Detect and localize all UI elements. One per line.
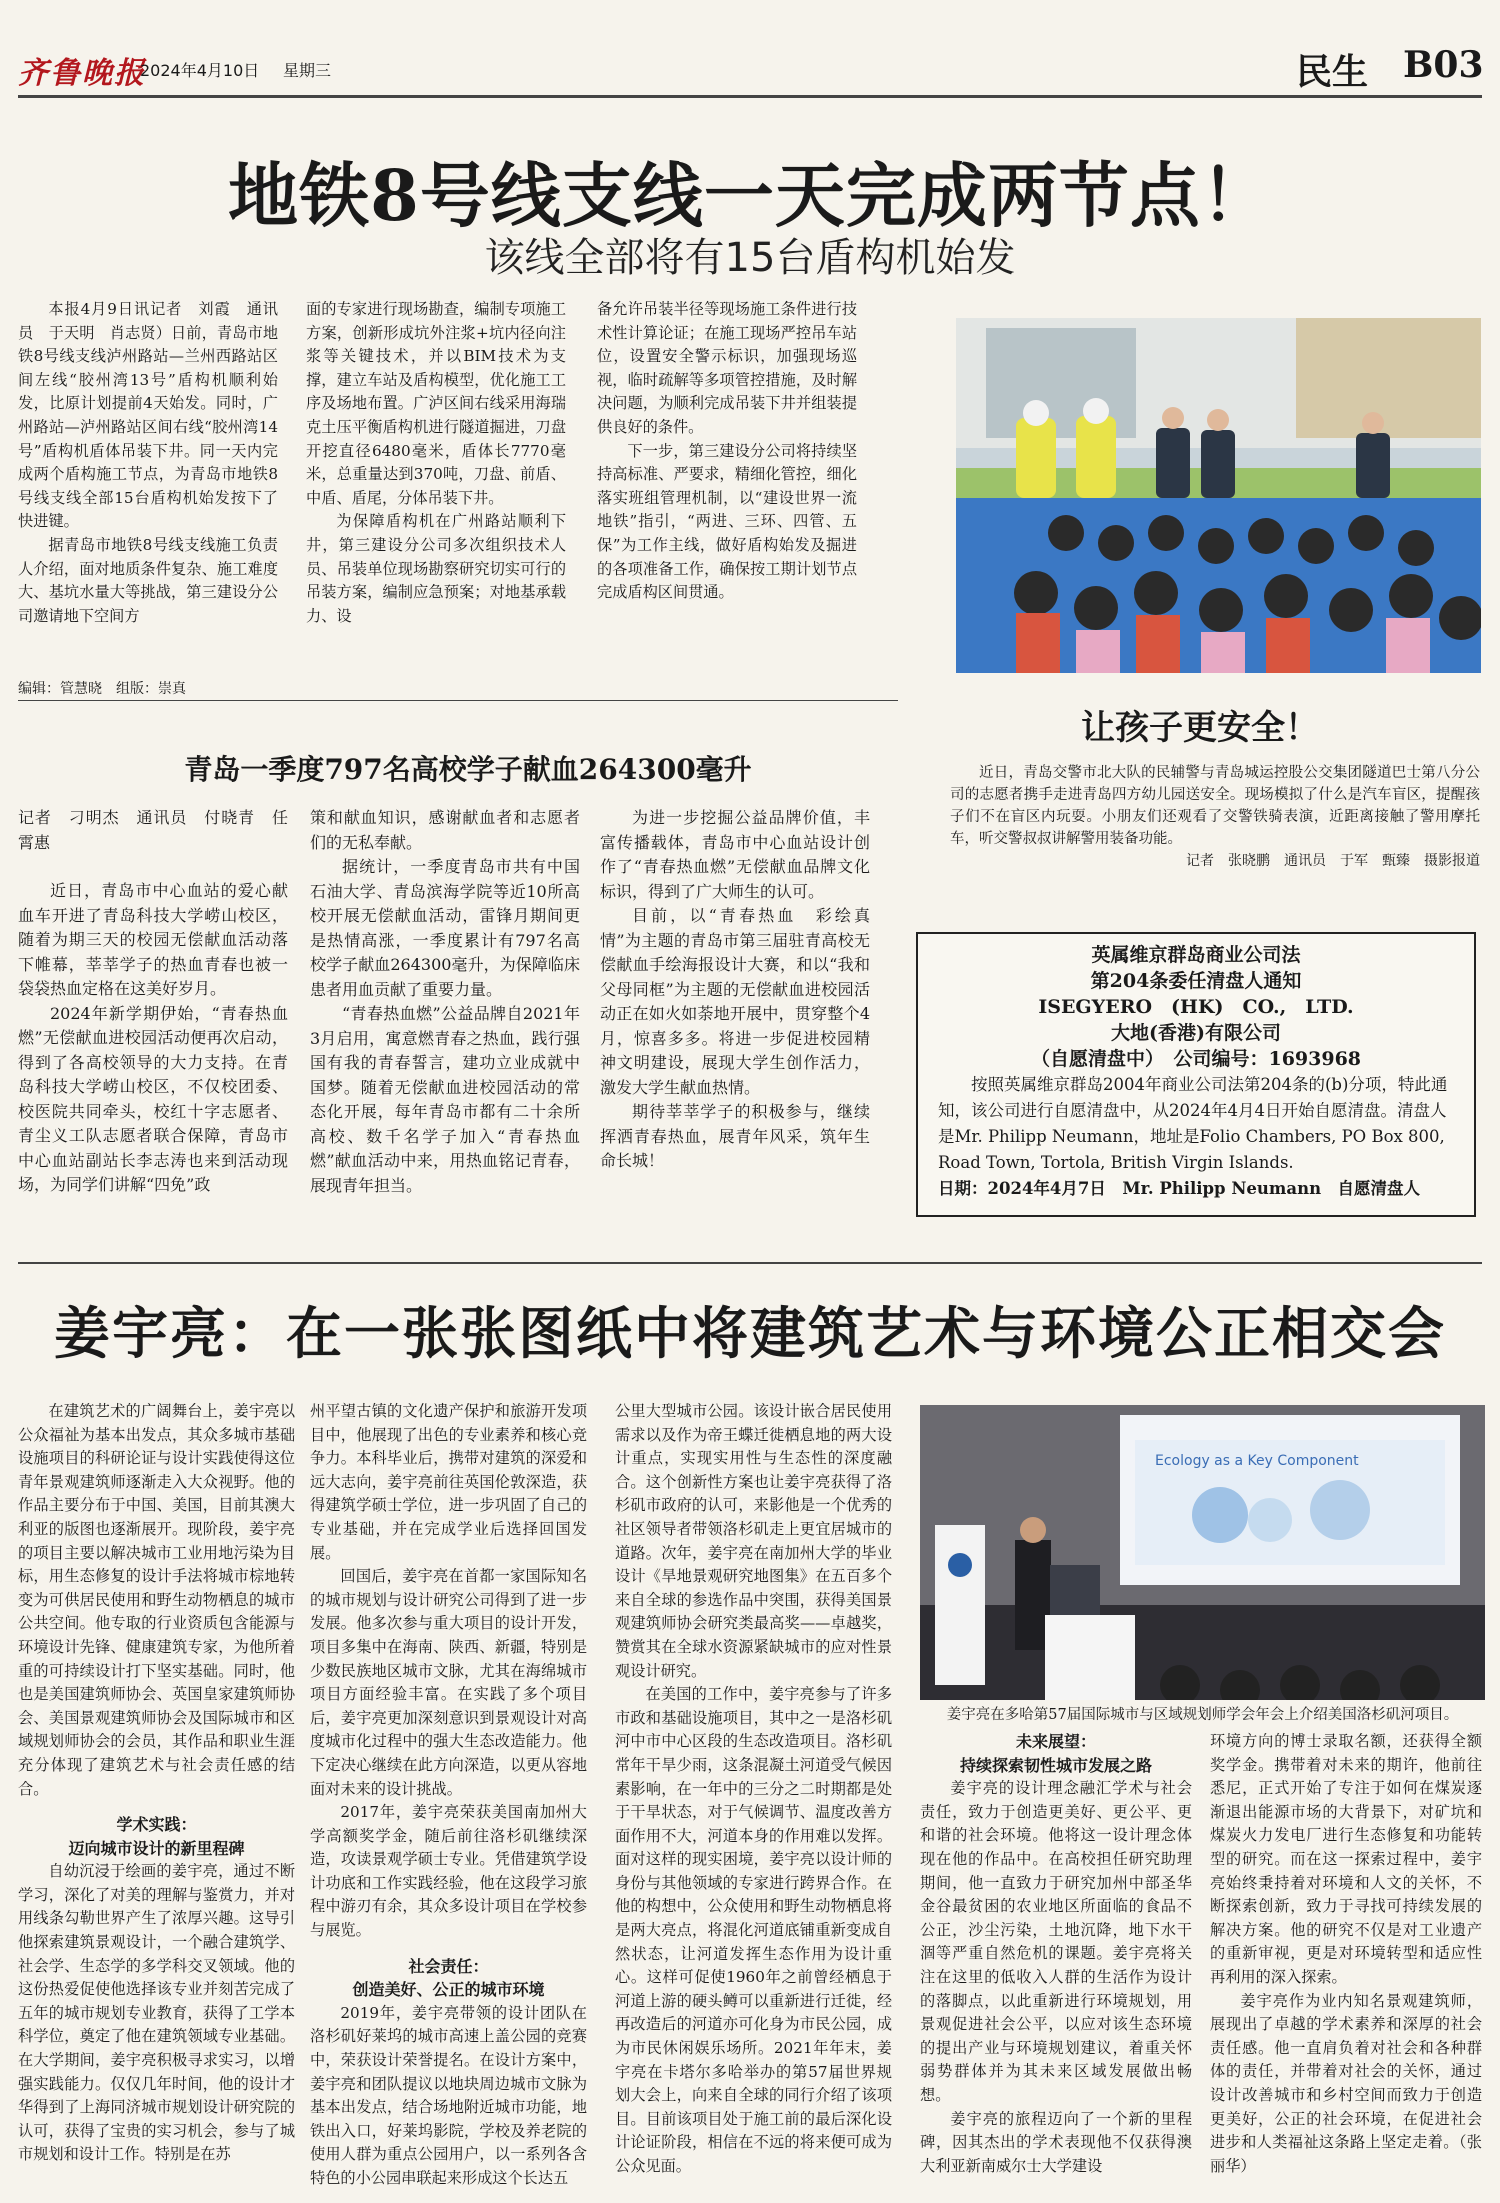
article3-subhead-3a: 未来展望：	[1015, 1732, 1096, 1751]
article2-paragraph: 策和献血知识，感谢献血者和志愿者们的无私奉献。	[310, 808, 580, 852]
article3-paragraph: 在美国的工作中，姜宇亮参与了许多市政和基础设施项目，其中之一是洛杉矶河中市中心区段的生态改造项目。洛杉矶常年干旱少雨，这条混凝土河道受气候因素影响，在一年中的三分之二时期都是处于干旱状态，对于气候调节、温度改善方面作用不大，河道本身的作用难以发挥。面对这样的现实困境，姜宇亮以设计师的身份与其他领域的专家进行跨界合作。在他的构想中，公众使用和野生动物栖息将是两大亮点，将混化河道底铺重新变成自然状态，让河道发挥生态作用为设计重心。这样可促使1960年之前曾经栖息于河道上游的硬头鳟可以重新进行迁徙，经再改造后的河道亦可化身为市民公园，成为市民休闲娱乐场所。2021年年末，姜宇亮在卡塔尔多哈举办的第57届世界规划大会上，向来自全球的同行介绍了该项目。目前该项目处于施工前的最后深化设计论证阶段，相信在不远的将来便可成为公众见面。	[615, 1685, 892, 2175]
section-name: 民生	[1296, 51, 1369, 93]
kids-caption-text: 近日，青岛交警市北大队的民辅警与青岛城运控股公交集团隧道巴士第八分公司的志愿者携手走进青岛四方幼儿园送安全。现场模拟了什么是汽车盲区，提醒孩子们不在盲区内玩耍。小朋友们还观看了交警铁骑表演，近距离接触了警用摩托车，听交警叔叔讲解警用装备功能。	[950, 765, 1480, 847]
article1-paragraph: 为保障盾构机在广州路站顺利下井，第三建设分公司多次组织技术人员、吊装单位现场勘察研究切实可行的吊装方案，编制应急预案；对地基承载力、设	[306, 512, 566, 625]
editor-credit: 编辑：管慧晓 组版：崇真	[18, 681, 186, 697]
article1-subheadline: 该线全部将有15台盾构机始发	[484, 235, 1016, 281]
article3-column-3	[615, 1400, 892, 2200]
article3-headline: 姜宇亮：在一张张图纸中将建筑艺术与环境公正相交会	[54, 1301, 1446, 1367]
article3-column-2	[310, 1400, 587, 2200]
slide-text: Ecology as a Key Component	[1155, 1453, 1359, 1469]
article1-paragraph: 面的专家进行现场勘查，编制专项施工方案，创新形成坑外注浆+坑内径向注浆等关键技术，并以BIM技术为支撑，建立车站及盾构模型，优化施工工序及场地布置。广泸区间右线采用海瑞克土压平衡盾构机进行隧道掘进，刀盘开挖直径6480毫米，盾体长7770毫米，总重量达到370吨，刀盘、前盾、中盾、盾尾，分体吊装下井。	[306, 300, 566, 507]
article3-column-4	[920, 1730, 1192, 2200]
article3-top-rule	[18, 1262, 1482, 1264]
header-rule	[18, 95, 1482, 98]
article3-subhead-2b: 创造美好、公正的城市环境	[352, 1980, 545, 2000]
notice-title-1: 英属维京群岛商业公司法	[1091, 944, 1301, 966]
article1-paragraph: 备允许吊装半径等现场施工条件进行技术性计算论证；在施工现场严控吊车站位，设置安全警示标识，加强现场巡视，临时疏解等多项管控措施，及时解决问题，为顺利完成吊装下井并组装提供良好的条件。	[597, 300, 857, 436]
article3-paragraph: 在建筑艺术的广阔舞台上，姜宇亮以公众福祉为基本出发点，其众多城市基础设施项目的科研论证与设计实践使得这位青年景观建筑师逐渐走入大众视野。他的作品主要分布于中国、美国，目前其澳大利亚的版图也逐渐展开。现阶段，姜宇亮的项目主要以解决城市工业用地污染为目标，用生态修复的设计手法将城市棕地转变为可供居民使用和野生动物栖息的城市公共空间。他专取的行业资质包含能源与环境设计先锋、健康建筑专家，为他所着重的可持续设计打下坚实基础。同时，他也是美国建筑师协会、英国皇家建筑师协会、美国景观建筑师协会及国际城市和区域规划师协会的会员，其作品和职业生涯充分体现了建筑艺术与社会责任感的结合。	[18, 1402, 295, 1798]
issue-date: 2024年4月10日	[140, 61, 260, 80]
article3-paragraph: 回国后，姜宇亮在首都一家国际知名的城市规划与设计研究公司得到了进一步发展。他多次参与重大项目的设计开发，项目多集中在海南、陕西、新疆，特别是少数民族地区城市文脉，尤其在海绵城市项目方面经验丰富。在实践了多个项目后，姜宇亮更加深刻意识到景观设计对高度城市化过程中的强大生态改造能力。他下定决心继续在此方向深造，以更从容地面对未来的设计挑战。	[310, 1567, 587, 1798]
article3-paragraph: 环境方向的博士录取名额，还获得全额奖学金。携带着对未来的期许，他前往悉尼，正式开始了专注于如何在煤炭逐渐退出能源市场的大背景下，对矿坑和煤炭火力发电厂进行生态修复和功能转型的研究。而在这一探索过程中，姜宇亮始终秉持着对环境和人文的关怀，不断探索创新，致力于寻找可持续发展的解决方案。他的研究不仅是对工业遗产的重新审视，更是对环境转型和适应性再利用的深入探索。	[1210, 1732, 1482, 1986]
article3-subhead-3b: 持续探索韧性城市发展之路	[959, 1755, 1152, 1775]
article3-paragraph: 2017年，姜宇亮荣获美国南加州大学高额奖学金，随后前往洛杉矶继续深造，攻读景观学硕士专业。凭借建筑学设计功底和工作实践经验，他在这段学习旅程中游刃有余，其众多设计项目在学校参与展览。	[310, 1803, 587, 1940]
article3-subhead-2a: 社会责任：	[408, 1956, 489, 1976]
kids-traffic-safety-photo	[956, 318, 1481, 673]
article3-column-5	[1210, 1730, 1482, 2200]
article2-byline: 记者 刁明杰 通讯员 付晓青 任霄惠	[18, 808, 288, 852]
article2-top-rule	[18, 700, 898, 701]
kids-photo-illustration	[956, 318, 1481, 673]
notice-company-en: ISEGYERO (HK) CO., LTD.	[1038, 996, 1354, 1018]
liquidation-notice	[916, 932, 1476, 1217]
article1-paragraph: 本报4月9日讯记者 刘霞 通讯员 于天明 肖志贤）日前，青岛市地铁8号线支线泸州路站—兰州西路站区间左线“胶州湾13号”盾构机顺利始发，比原计划提前4天始发。同时，广州路站—泸州路站区间右线“胶州湾14号”盾构机盾体吊装下井。同一天内完成两个盾构施工节点，为青岛市地铁8号线支线全部15台盾构机始发按下了快进键。	[18, 300, 278, 531]
article3-paragraph: 公里大型城市公园。该设计嵌合居民使用需求以及作为帝王蝶迁徙栖息地的两大设计重点，实现实用性与生态性的深度融合。这个创新性方案也让姜宇亮获得了洛杉矶市政府的认可，来影他是一个优秀的社区领导者带领洛杉矶走上更宜居城市的道路。次年，姜宇亮在南加州大学的毕业设计《旱地景观研究地图集》在五百多个来自全球的参选作品中突围，获得美国景观建筑师协会研究类最高奖——卓越奖，赞赏其在全球水资源紧缺城市的应对性景观设计研究。	[615, 1402, 892, 1680]
article2-paragraph: 目前，以“青春热血 彩绘真情”为主题的青岛市第三届驻青高校无偿献血手绘海报设计大赛，和以“我和父母同框”为主题的无偿献血进校园活动正在如火如荼地开展中，贯穿整个4月，惊喜多多。将进一步促进校园精神文明建设，展现大学生创作活力，激发大学生献血热情。	[600, 906, 870, 1097]
article3-subhead-1b: 迈向城市设计的新里程碑	[68, 1838, 245, 1858]
article1-headline: 地铁8号线支线一天完成两节点！	[228, 154, 1272, 237]
article2-paragraph: 为进一步挖掘公益品牌价值，丰富传播载体，青岛市中心血站设计创作了“青春热血燃”无偿献血品牌文化标识，得到了广大师生的认可。	[600, 808, 870, 901]
article2-paragraph: 据统计，一季度青岛市共有中国石油大学、青岛滨海学院等近10所高校开展无偿献血活动，雷锋月期间更是热情高涨，一季度累计有797名高校学子献血264300毫升，为保障临床患者用血贡献了重要力量。	[310, 857, 580, 999]
article2-column-3	[600, 806, 870, 1246]
issue-weekday: 星期三	[283, 61, 332, 80]
kids-photo-title: 让孩子更安全！	[1081, 708, 1319, 748]
article3-subhead-1a: 学术实践：	[116, 1815, 197, 1835]
article2-column-2	[310, 806, 580, 1246]
notice-title-2: 第204条委任清盘人通知	[1090, 970, 1302, 992]
article1-paragraph: 下一步，第三建设分公司将持续坚持高标准、严要求，精细化管控，细化落实班组管理机制，以“建设世界一流地铁”指引，“两进、三环、四管、五保”为工作主线，做好盾构始发及掘进的各项准备工作，确保按工期计划节点完成盾构区间贯通。	[597, 441, 857, 602]
article3-paragraph: 州平望古镇的文化遗产保护和旅游开发项目中，他展现了出色的专业素养和核心竞争力。本科毕业后，携带对建筑的深爱和远大志向，姜宇亮前往英国伦敦深造，获得建筑学硕士学位，进一步巩固了自己的专业基础，并在完成学业后选择回国发展。	[310, 1402, 587, 1562]
article1-column-2	[306, 298, 566, 670]
masthead-logo: 齐鲁晚报	[18, 56, 146, 91]
article2-headline: 青岛一季度797名高校学子献血264300毫升	[184, 753, 752, 786]
article2-paragraph: 2024年新学期伊始，“青春热血燃”无偿献血进校园活动便再次启动，得到了各高校领导的大力支持。在青岛科技大学崂山校区，不仅校团委、校医院共同牵头，校红十字志愿者、青尘义工队志愿者联合保障，青岛市中心血站副站长李志涛也来到活动现场，为同学们讲解“四免”政	[18, 1003, 288, 1194]
article1-column-3	[597, 298, 857, 670]
conference-photo	[920, 1405, 1485, 1700]
article1-column-1	[18, 298, 278, 670]
page-number: B03	[1403, 44, 1484, 86]
article2-paragraph: 期待莘莘学子的积极参与，继续挥洒青春热血，展青年风采，筑年生命长城！	[600, 1102, 870, 1170]
kids-photo-caption	[950, 762, 1480, 850]
article1-paragraph: 据青岛市地铁8号线支线施工负责人介绍，面对地质条件复杂、施工难度大、基坑水量大等挑战，第三建设分公司邀请地下空间方	[18, 535, 278, 625]
article3-paragraph: 2019年，姜宇亮带领的设计团队在洛杉矶好莱坞的城市高速上盖公园的竞赛中，荣获设计荣誉提名。在设计方案中，姜宇亮和团队提议以地块周边城市文脉为基本出发点，结合场地附近城市功能，地铁出入口，好莱坞影院，学校及养老院的使用人群为重点公园用户，以一系列各含特色的小公园串联起来形成这个长达五	[310, 2003, 587, 2187]
article2-paragraph: 近日，青岛市中心血站的爱心献血车开进了青岛科技大学崂山校区，随着为期三天的校园无偿献血活动落下帷幕，莘莘学子的热血青春也被一袋袋热血定格在这美好岁月。	[18, 881, 288, 998]
conference-photo-caption: 姜宇亮在多哈第57届国际城市与区域规划师学会年会上介绍美国洛杉矶河项目。	[946, 1707, 1459, 1723]
notice-date-line: 日期：2024年4月7日 Mr. Philipp Neumann 自愿清盘人	[938, 1179, 1421, 1198]
article3-paragraph: 姜宇亮的设计理念融汇学术与社会责任，致力于创造更美好、更公平、更和谐的社会环境。他将这一设计理念体现在他的作品中。在高校担任研究助理期间，他一直致力于研究加州中部圣华金谷最贫困的农业地区所面临的食品不公正，沙尘污染，土地沉降，地下水干涸等严重自然危机的课题。姜宇亮将关注在这里的低收入人群的生活作为设计的落脚点，以此重新进行环境规划，用景观促进社会公平，以应对该生态环境的提出产业与环境规划建议，着重关怀弱势群体并为其未来区域发展做出畅想。	[920, 1779, 1192, 2104]
article2-column-1	[18, 806, 288, 1246]
article3-paragraph: 姜宇亮作为业内知名景观建筑师，展现出了卓越的学术素养和深厚的社会责任感。他一直肩负着对社会和各种群体的责任，并带着对社会的关怀，通过设计改善城市和乡村空间而致力于创造更美好，公正的社会环境，在促进社会进步和人类福祉这条路上坚定走着。（张丽华）	[1210, 1991, 1482, 2175]
kids-photo-byline: 记者 张晓鹏 通讯员 于军 甄臻 摄影报道	[1186, 853, 1480, 869]
article3-paragraph: 姜宇亮的旅程迈向了一个新的里程碑，因其杰出的学术表现他不仅获得澳大利亚新南威尔士大学建设	[920, 2109, 1192, 2175]
notice-company-number: （自愿清盘中） 公司编号：1693968	[1030, 1048, 1362, 1070]
notice-text: 按照英属维京群岛2004年商业公司法第204条的(b)分项，特此通知，该公司进行自愿清盘中，从2024年4月4日开始自愿清盘。清盘人是Mr. Philipp Neumann，地址是Folio Chambers, PO Box 800, Road Town, Tortola, British Virgin Islands.	[938, 1075, 1448, 1172]
conference-photo-illustration	[920, 1405, 1485, 1700]
notice-company-cn: 大地(香港)有限公司	[1111, 1022, 1281, 1044]
article3-column-1	[18, 1400, 295, 2200]
article3-paragraph: 自幼沉浸于绘画的姜宇亮，通过不断学习，深化了对美的理解与鉴赏力，并对用线条勾勒世界产生了浓厚兴趣。这导引他探索建筑景观设计，一个融合建筑学、社会学、生态学的多学科交叉领域。他的这份热爱促使他选择该专业并刻苦完成了五年的城市规划专业教育，获得了工学本科学位，奠定了他在建筑领域专业基础。在大学期间，姜宇亮积极寻求实习，以增强实践能力。仅仅几年时间，他的设计才华得到了上海同济城市规划设计研究院的认可，获得了宝贵的实习机会，参与了城市规划和设计工作。特别是在苏	[18, 1862, 295, 2164]
article2-paragraph: “青春热血燃”公益品牌自2021年3月启用，寓意燃青春之热血，践行强国有我的青春誓言，建功立业成就中国梦。随着无偿献血进校园活动的常态化开展，每年青岛市都有二十余所高校、数千名学子加入“青春热血燃”献血活动中来，用热血铭记青春，展现青年担当。	[310, 1004, 580, 1195]
